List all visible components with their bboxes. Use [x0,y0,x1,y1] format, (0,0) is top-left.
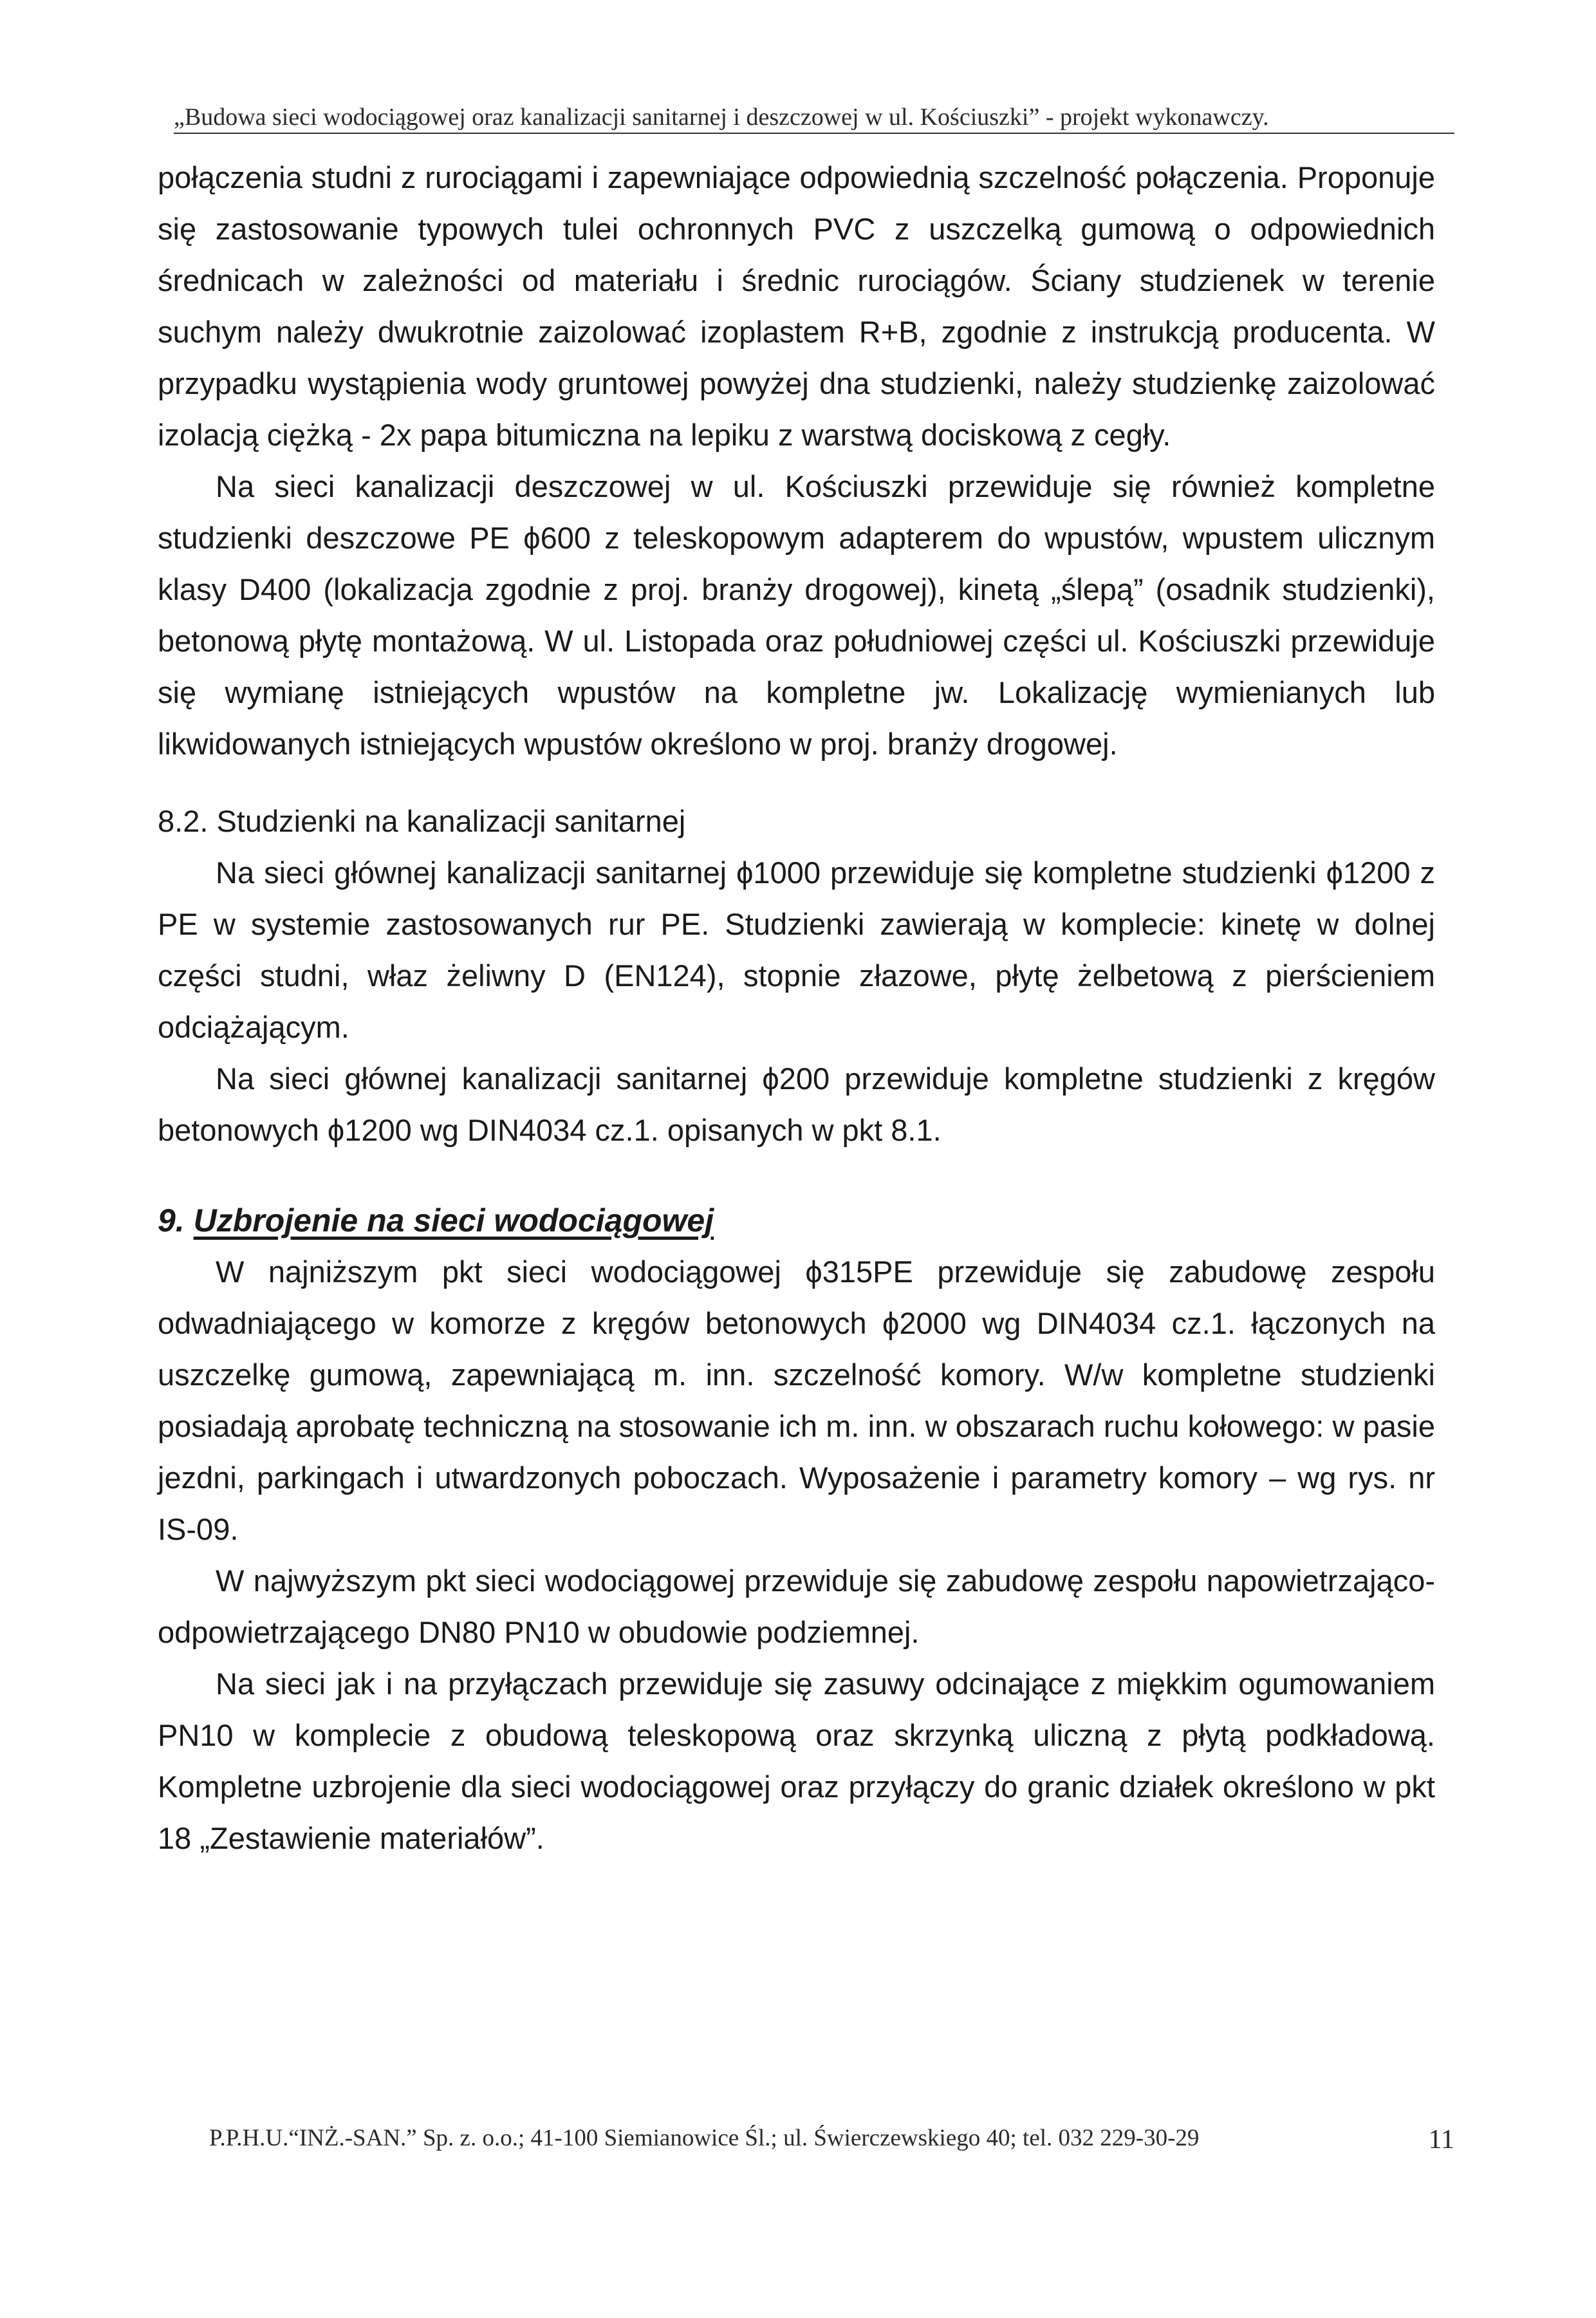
page-number: 11 [1428,2125,1454,2154]
paragraph-zespol-napowietrzajacy: W najwyższym pkt sieci wodociągowej przewiduje się zabudowę zespołu napowietrzająco-odpowietrzającego DN80 PN10 w obudowie podziemnej. [158,1564,1435,1649]
paragraph-kanalizacja-deszczowa: Na sieci kanalizacji deszczowej w ul. Kościuszki przewiduje się również kompletne studzienki deszczowe PE ϕ600 z teleskopowym adapterem do wpustów, wpustem ulicznym klasy D400 (lokalizacja zgodnie z proj. branży drogowej), kinetą „ślepą” (osadnik studzienki), betonową płytę montażową. W ul. Listopada oraz południowej części ul. Kościuszki przewiduje się wymianę istniejących wpustów na kompletne jw. Lokalizację wymienianych lub likwidowanych istniejących wpustów określono w proj. branży drogowej. [158,469,1435,761]
section-heading-9 [158,1195,1435,1246]
paragraph-zasuwy: Na sieci jak i na przyłączach przewiduje się zasuwy odcinające z miękkim ogumowaniem PN10 w komplecie z obudową teleskopową oraz skrzynką uliczną z płytą podkładową. Kompletne uzbrojenie dla sieci wodociągowej oraz przyłączy do granic działek określono w pkt 18 „Zestawienie materiałów”. [158,1667,1435,1855]
paragraph-studnie-izolacja: połączenia studni z rurociągami i zapewniające odpowiednią szczelność połączenia. Proponuje się zastosowanie typowych tulei ochronnych PVC z uszczelką gumową o odpowiednich średnicach w zależności od materiału i średnic rurociągów. Ściany studzienek w terenie suchym należy dwukrotnie zaizolować izoplastem R+B, zgodnie z instrukcją producenta. W przypadku wystąpienia wody gruntowej powyżej dna studzienki, należy studzienkę zaizolować izolacją ciężką - 2x papa bitumiczna na lepiku z warstwą dociskową z cegły. [158,160,1435,452]
subsection-heading-8-2: 8.2. Studzienki na kanalizacji sanitarnej [158,804,686,838]
page-footer [209,2124,1454,2155]
paragraph-zespol-odwadniajacy: W najniższym pkt sieci wodociągowej ϕ315PE przewiduje się zabudowę zespołu odwadniającego w komorze z kręgów betonowych ϕ2000 wg DIN4034 cz.1. łączonych na uszczelkę gumową, zapewniającą m. inn. szczelność komory. W/w kompletne studzienki posiadają aprobatę techniczną na stosowanie ich m. inn. w obszarach ruchu kołowego: w pasie jezdni, parkingach i utwardzonych poboczach. Wyposażenie i parametry komory – wg rys. nr IS-09. [158,1255,1435,1546]
paragraph-kanalizacja-sanitarna-200: Na sieci głównej kanalizacji sanitarnej ϕ200 przewiduje kompletne studzienki z kręgów betonowych ϕ1200 wg DIN4034 cz.1. opisanych w pkt 8.1. [158,1061,1435,1147]
footer-company-info: P.P.H.U.“INŻ.-SAN.” Sp. z. o.o.; 41-100 Siemianowice Śl.; ul. Świerczewskiego 40; tel. 032 229-30-29 [209,2125,1200,2151]
paragraph-kanalizacja-sanitarna-1000: Na sieci głównej kanalizacji sanitarnej ϕ1000 przewiduje się kompletne studzienki ϕ1200 z PE w systemie zastosowanych rur PE. Studzienki zawierają w komplecie: kinetę w dolnej części studni, właz żeliwny D (EN124), stopnie złazowe, płytę żelbetową z pierścieniem odciążającym. [158,855,1435,1044]
section-number: 9. [158,1202,185,1238]
document-body [158,152,1435,1864]
running-header: „Budowa sieci wodociągowej oraz kanalizacji sanitarnej i deszczowej w ul. Kościuszki” - projekt wykonawczy. [174,103,1454,134]
section-title: Uzbrojenie na sieci wodociągowej [193,1202,714,1238]
